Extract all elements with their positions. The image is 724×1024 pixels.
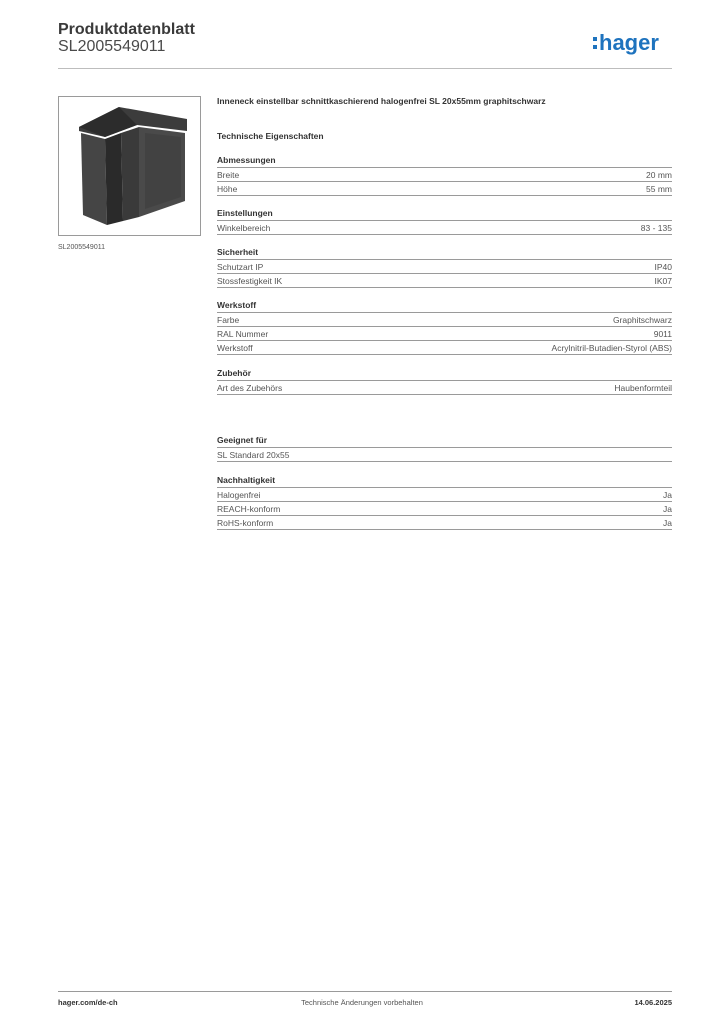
row-value: Graphitschwarz: [612, 314, 672, 325]
row-value: IP40: [654, 261, 672, 272]
section-title: Geeignet für: [217, 435, 672, 448]
section-geeignet-fuer: [217, 435, 672, 462]
section-einstellungen: [217, 208, 672, 235]
row-label: Farbe: [217, 314, 240, 325]
product-image: [58, 96, 201, 236]
section-title: Sicherheit: [217, 247, 672, 260]
table-row: [217, 502, 672, 516]
row-label: RoHS-konform: [217, 517, 274, 528]
footer-date: 14.06.2025: [634, 998, 672, 1007]
row-value: 9011: [653, 328, 672, 339]
row-value: Ja: [663, 489, 672, 500]
row-label: RAL Nummer: [217, 328, 269, 339]
row-label: Schutzart IP: [217, 261, 264, 272]
row-value: IK07: [654, 275, 672, 286]
section-nachhaltigkeit: [217, 475, 672, 530]
row-label: SL Standard 20x55: [217, 449, 290, 460]
table-row: [217, 327, 672, 341]
section-werkstoff: [217, 300, 672, 355]
row-value: 20 mm: [646, 169, 672, 180]
footer-website-link[interactable]: hager.com/de-ch: [58, 998, 118, 1007]
row-label: Halogenfrei: [217, 489, 261, 500]
section-title: Abmessungen: [217, 155, 672, 168]
section-title: Zubehör: [217, 368, 672, 381]
hager-logo: [592, 28, 676, 58]
table-row: [217, 168, 672, 182]
row-value: Haubenformteil: [614, 382, 672, 393]
logo-text: hager: [599, 30, 659, 55]
image-caption: SL2005549011: [58, 244, 105, 251]
table-row: [217, 488, 672, 502]
row-value: Acrylnitril-Butadien-Styrol (ABS): [551, 342, 672, 353]
row-value: Ja: [663, 503, 672, 514]
row-label: Art des Zubehörs: [217, 382, 283, 393]
section-title: Werkstoff: [217, 300, 672, 313]
section-sicherheit: [217, 247, 672, 288]
footer-divider: [58, 991, 672, 992]
product-description: Inneneck einstellbar schnittkaschierend halogenfrei SL 20x55mm graphitschwarz: [217, 96, 546, 106]
page-title: Produktdatenblatt: [58, 21, 195, 38]
section-abmessungen: [217, 155, 672, 196]
row-label: Breite: [217, 169, 240, 180]
row-label: Höhe: [217, 183, 238, 194]
table-row: [217, 182, 672, 196]
table-row: [217, 260, 672, 274]
table-row: [217, 274, 672, 288]
row-label: Stossfestigkeit IK: [217, 275, 283, 286]
table-row: [217, 341, 672, 355]
table-row: [217, 381, 672, 395]
table-row: [217, 221, 672, 235]
row-label: Winkelbereich: [217, 222, 271, 233]
tech-properties-title: Technische Eigenschaften: [217, 131, 324, 141]
table-row: [217, 313, 672, 327]
row-label: REACH-konform: [217, 503, 281, 514]
header-divider: [58, 68, 672, 69]
section-title: Nachhaltigkeit: [217, 475, 672, 488]
section-title: Einstellungen: [217, 208, 672, 221]
table-row: [217, 448, 672, 462]
row-value: 55 mm: [646, 183, 672, 194]
table-row: [217, 516, 672, 530]
article-number: SL2005549011: [58, 38, 166, 55]
row-value: 83 - 135: [640, 222, 672, 233]
row-value: Ja: [663, 517, 672, 528]
section-zubehoer: [217, 368, 672, 395]
footer-note: Technische Änderungen vorbehalten: [301, 998, 423, 1007]
row-label: Werkstoff: [217, 342, 253, 353]
